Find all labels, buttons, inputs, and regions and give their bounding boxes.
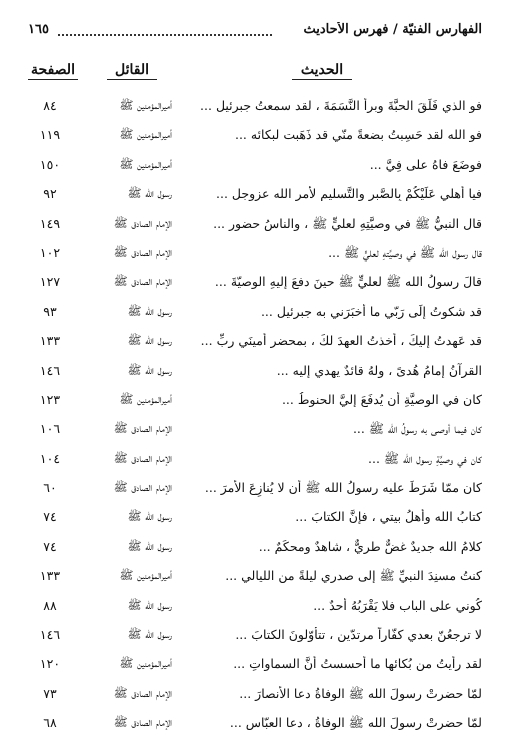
hadith-text: لمّا حضرتْ رسولَ الله ﷺ الوفاةُ دعا الأنصارَ ... [239, 685, 482, 701]
dotted-leader [58, 34, 272, 36]
page-ref: ١٢٣ [39, 391, 61, 407]
hadith-text: فو الله لقد حَسِبتُ بضعةً منّي قد ذَهَبت لبكائه ... [234, 127, 482, 143]
index-row [28, 593, 482, 622]
speaker-name: رسول الله ﷺ [127, 597, 172, 612]
page-ref: ٦٨ [43, 715, 57, 731]
speaker-name: رسول الله ﷺ [127, 303, 172, 318]
running-header [28, 22, 482, 40]
speaker-name: الإمام الصادق ﷺ [113, 480, 172, 495]
speaker-name: رسول الله ﷺ [127, 509, 172, 524]
page-ref: ٦٠ [43, 480, 57, 496]
hadith-text: لمّا حضرتْ رسولَ الله ﷺ الوفاةُ ، دعا العبّاس ... [229, 715, 482, 731]
speaker-name: الإمام الصادق ﷺ [113, 215, 172, 230]
speaker-name: الإمام الصادق ﷺ [113, 685, 172, 700]
page-ref: ٨٤ [43, 98, 57, 113]
index-row [28, 240, 482, 269]
hadith-text: كُوني على الباب فلا يَقْرَبُهُ أحدٌ ... [313, 597, 482, 613]
speaker-name: الإمام الصادق ﷺ [113, 450, 172, 465]
index-row [28, 328, 482, 357]
speaker-name: رسول الله ﷺ [127, 333, 172, 348]
speaker-name: رسول الله ﷺ [127, 538, 172, 553]
speaker-name: أميرالمؤمنين ﷺ [119, 391, 172, 406]
hadith-text: قد شكوتُ إلَى رَبّي ما أُخبَرَني به جبرئيل ... [260, 303, 482, 319]
hadith-text: قال النبيُّ ﷺ في وصيَّتِهِ لعليٍّ ﷺ ، والناسُ حضور ... [213, 215, 482, 231]
hadith-text: فيا أهلي عَلَيْكُمْ بِالصَّبرِ والتَّسليمِ لأمرِ الله عزوجل ... [216, 186, 482, 202]
index-row [28, 93, 482, 122]
speaker-name: أميرالمؤمنين ﷺ [119, 127, 172, 142]
page-ref: ٧٤ [43, 509, 57, 525]
index-row [28, 681, 482, 710]
hadith-index-list [28, 93, 482, 740]
speaker-name: أميرالمؤمنين ﷺ [119, 568, 172, 583]
index-row [28, 534, 482, 563]
page-ref: ١٠٢ [39, 244, 61, 260]
hadith-text: قالَ رسولُ الله ﷺ لعليٍّ ﷺ حينَ دفعَ إليهِ الوصيّةَ ... [214, 274, 482, 290]
index-row [28, 152, 482, 181]
speaker-name: رسول الله ﷺ [127, 362, 172, 377]
column-header-page: الصفحة [28, 62, 78, 80]
index-row [28, 563, 482, 592]
hadith-text: لا ترجعُنّ بعدي كفّاراً مرتدّين ، تتأوّلونَ الكتابَ ... [235, 627, 482, 643]
page-ref: ٩٣ [43, 303, 57, 319]
column-headers [28, 62, 482, 84]
hadith-text: القرآنُ إمامُ هُدىً ، ولهُ قائدٌ يهدي إليه ... [276, 362, 482, 378]
speaker-name: أميرالمؤمنين ﷺ [119, 156, 172, 171]
page-ref: ١٤٦ [39, 627, 61, 643]
hadith-text: لقد رأيتُ من بُكائها ما أحسستُ أنَّ السماواتِ ... [233, 656, 482, 672]
page-ref: ١٤٩ [39, 215, 61, 231]
page-ref: ٨٨ [43, 597, 57, 613]
index-row [28, 475, 482, 504]
hadith-text: كنتُ مسنِدَ النبيِّ ﷺ إلى صدري ليلةً من الليالي ... [225, 568, 482, 584]
page-ref: ١٣٣ [39, 333, 61, 349]
index-row [28, 622, 482, 651]
page-ref: ١٣٣ [39, 568, 61, 584]
hadith-text: فو الذي فَلَقَ الحبَّةَ وبرأَ النَّسَمَةَ ، لقد سمعتُ جبرئيل ... [200, 98, 482, 113]
hadith-text: قد عَهِدتُ إليكَ ، أخذتُ العهدَ لكَ ، بمحضرِ أمينَي ربِّ ... [200, 333, 482, 349]
hadith-text: كان في الوصيَّةِ أن يُدفَعَ إليَّ الحنوطُ ... [281, 391, 482, 407]
column-header-speaker: القائل [107, 62, 157, 80]
page-ref: ١٢٠ [39, 656, 61, 672]
page-ref: ١٤٦ [39, 362, 61, 378]
column-header-hadith: الحديث [292, 62, 352, 80]
page-ref: ٩٢ [43, 186, 57, 202]
speaker-name: أميرالمؤمنين ﷺ [119, 98, 172, 112]
page-ref: ١٥٠ [39, 156, 61, 172]
index-row [28, 211, 482, 240]
speaker-name: الإمام الصادق ﷺ [113, 715, 172, 730]
speaker-name: أميرالمؤمنين ﷺ [119, 656, 172, 671]
hadith-text: كلامُ الله جديدٌ غضٌّ طريٌّ ، شاهدٌ ومحكَمٌ ... [258, 538, 482, 554]
speaker-name: الإمام الصادق ﷺ [113, 421, 172, 436]
page-ref: ١٠٤ [39, 450, 61, 466]
page-ref: ٧٣ [43, 685, 57, 701]
hadith-text: كتابُ الله وأهلُ بيتي ، فإنَّ الكتابَ ... [295, 509, 482, 525]
speaker-name: الإمام الصادق ﷺ [113, 244, 172, 259]
page-number: ١٦٥ [28, 22, 53, 37]
page-ref: ٧٤ [43, 538, 57, 554]
hadith-text: كان فيما أوصى به رسولُ الله ﷺ ... [352, 421, 482, 437]
index-row [28, 181, 482, 210]
index-row [28, 651, 482, 680]
speaker-name: رسول الله ﷺ [127, 186, 172, 201]
index-row [28, 504, 482, 533]
hadith-text: كان ممّا شَرَطَ عليه رسولُ الله ﷺ أن لا يُنازِعَ الأمرَ ... [204, 480, 482, 496]
hadith-text: كان في وصيَّةِ رسول الله ﷺ ... [368, 450, 482, 466]
speaker-name: الإمام الصادق ﷺ [113, 274, 172, 289]
page-ref: ١٢٧ [39, 274, 61, 290]
index-row [28, 358, 482, 387]
index-row [28, 446, 482, 475]
hadith-text: فوضَعَ فاهُ على فِيَّ ... [369, 156, 482, 172]
running-title: الفهارس الفنيّة / فهرس الأحاديث [299, 22, 482, 37]
index-row [28, 387, 482, 416]
hadith-text: قال رسول الله ﷺ في وصيَّتهِ لعليٍّ ﷺ ... [328, 244, 482, 260]
index-row [28, 416, 482, 445]
page-ref: ١٠٦ [39, 421, 61, 437]
index-row [28, 269, 482, 298]
page-ref: ١١٩ [39, 127, 61, 143]
speaker-name: رسول الله ﷺ [127, 627, 172, 642]
index-row [28, 299, 482, 328]
index-row [28, 122, 482, 151]
